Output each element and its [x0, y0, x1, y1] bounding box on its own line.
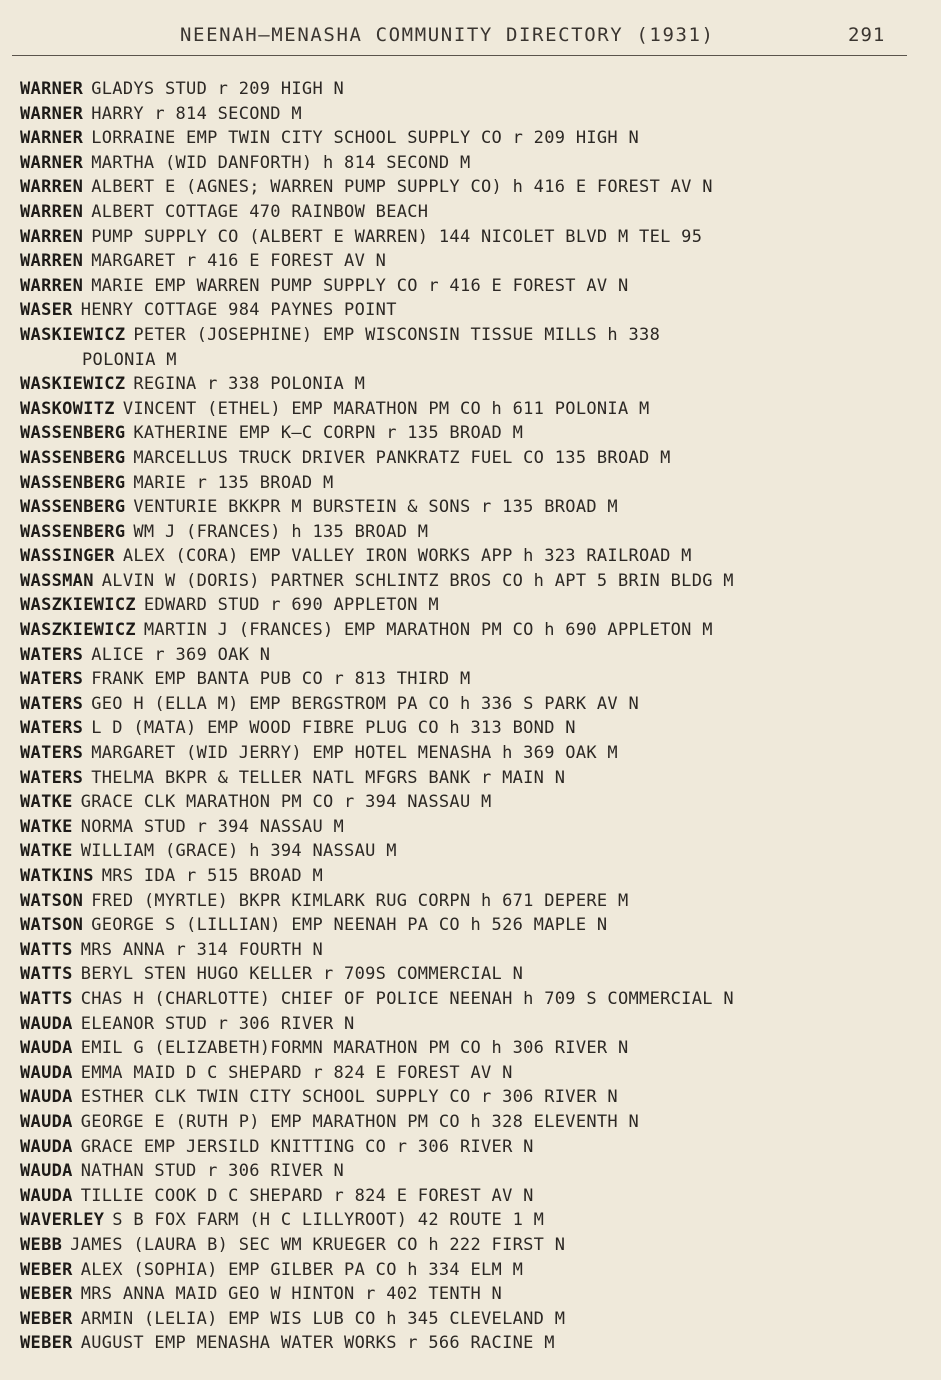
directory-entry [20, 151, 935, 176]
directory-entry [20, 102, 935, 127]
directory-entry [20, 839, 935, 864]
entry-detail: HARRY r 814 SECOND M [91, 103, 302, 124]
entry-detail: VENTURIE BKKPR M BURSTEIN & SONS r 135 BROAD M [133, 497, 618, 518]
entry-detail: PETER (JOSEPHINE) EMP WISCONSIN TISSUE MILLS h 338 [133, 324, 661, 345]
entry-surname: WATSON [20, 890, 84, 911]
directory-entry [20, 889, 935, 914]
entry-surname: WASSINGER [20, 546, 115, 567]
directory-entry [20, 913, 935, 938]
entry-detail: MARIE r 135 BROAD M [133, 472, 334, 493]
directory-entry [20, 77, 935, 102]
entry-surname: WATERS [20, 767, 84, 788]
entry-surname: WARREN [20, 201, 84, 222]
entry-surname: WEBB [20, 1234, 63, 1255]
directory-entry [20, 1307, 935, 1332]
entry-detail: NORMA STUD r 394 NASSAU M [80, 816, 345, 837]
header-rule [12, 55, 907, 56]
entry-detail: THELMA BKPR & TELLER NATL MFGRS BANK r MAIN N [91, 767, 566, 788]
entry-surname: WAUDA [20, 1013, 73, 1034]
directory-entry [20, 1159, 935, 1184]
entry-surname: WAUDA [20, 1111, 73, 1132]
directory-entry [20, 716, 935, 741]
entry-detail: JAMES (LAURA B) SEC WM KRUEGER CO h 222 FIRST N [70, 1234, 566, 1255]
entry-surname: WAUDA [20, 1038, 73, 1059]
entry-detail: ALEX (SOPHIA) EMP GILBER PA CO h 334 ELM M [80, 1259, 524, 1280]
directory-entry [20, 348, 935, 373]
directory-entry [20, 1012, 935, 1037]
entry-detail: NATHAN STUD r 306 RIVER N [80, 1161, 345, 1182]
entry-detail: GEORGE E (RUTH P) EMP MARATHON PM CO h 328 ELEVENTH N [80, 1111, 640, 1132]
entry-surname: WATSON [20, 915, 84, 936]
entry-surname: WASSMAN [20, 570, 94, 591]
directory-entry [20, 249, 935, 274]
entry-surname: WASER [20, 300, 73, 321]
entry-detail: S B FOX FARM (H C LILLYROOT) 42 ROUTE 1 M [112, 1210, 545, 1231]
entry-surname: WATTS [20, 988, 73, 1009]
directory-entry [20, 397, 935, 422]
entry-detail: LORRAINE EMP TWIN CITY SCHOOL SUPPLY CO r 209 HIGH N [91, 128, 640, 149]
entry-detail: MARTIN J (FRANCES) EMP MARATHON PM CO h 690 APPLETON M [143, 620, 713, 641]
entry-detail: MRS IDA r 515 BROAD M [101, 866, 323, 886]
directory-entry [20, 520, 935, 545]
directory-entry [20, 495, 935, 520]
directory-entry [20, 471, 935, 496]
entry-detail: TILLIE COOK D C SHEPARD r 824 E FOREST AV N [80, 1185, 534, 1206]
entry-detail: L D (MATA) EMP WOOD FIBRE PLUG CO h 313 BOND N [91, 718, 576, 739]
entry-surname: WARNER [20, 128, 84, 149]
entry-surname: WATKINS [20, 866, 94, 886]
entry-surname: WATERS [20, 743, 84, 764]
entry-detail: ALEX (CORA) EMP VALLEY IRON WORKS APP h 323 RAILROAD M [122, 546, 692, 567]
directory-entry [20, 1282, 935, 1307]
entry-detail: ALVIN W (DORIS) PARTNER SCHLINTZ BROS CO h APT 5 BRIN BLDG M [101, 570, 734, 591]
entry-surname: WATTS [20, 964, 73, 985]
page-title: NEENAH—MENASHA COMMUNITY DIRECTORY (1931) [180, 24, 715, 46]
entry-surname: WATERS [20, 693, 84, 714]
entry-surname: WEBER [20, 1284, 73, 1305]
entry-detail: WM J (FRANCES) h 135 BROAD M [133, 521, 429, 542]
entry-surname: WAVERLEY [20, 1210, 105, 1231]
entry-surname: WASKIEWICZ [20, 324, 126, 345]
directory-entry [20, 815, 935, 840]
entry-detail: ALBERT COTTAGE 470 RAINBOW BEACH [91, 201, 429, 222]
directory-entry [20, 1233, 935, 1258]
directory-entry [20, 1331, 935, 1356]
entry-surname: WARREN [20, 226, 84, 247]
directory-entry [20, 1110, 935, 1135]
directory-entry [20, 938, 935, 963]
directory-entry [20, 126, 935, 151]
entry-detail: PUMP SUPPLY CO (ALBERT E WARREN) 144 NICOLET BLVD M TEL 95 [91, 226, 703, 247]
directory-entry [20, 766, 935, 791]
entry-detail: WILLIAM (GRACE) h 394 NASSAU M [80, 841, 397, 862]
entry-surname: WARNER [20, 103, 84, 124]
entry-detail: ESTHER CLK TWIN CITY SCHOOL SUPPLY CO r 306 RIVER N [80, 1087, 618, 1108]
entry-surname: WATKE [20, 816, 73, 837]
directory-entry [20, 618, 935, 643]
entry-surname: WEBER [20, 1333, 73, 1354]
directory-entry [20, 544, 935, 569]
entry-surname: WASSENBERG [20, 447, 126, 468]
directory-entry [20, 593, 935, 618]
entry-surname: WASZKIEWICZ [20, 620, 136, 641]
entry-detail: MRS ANNA r 314 FOURTH N [80, 939, 323, 960]
directory-listing [20, 77, 935, 1356]
entry-detail: ELEANOR STUD r 306 RIVER N [80, 1013, 355, 1034]
entry-surname: WARNER [20, 152, 84, 173]
entry-detail: ALICE r 369 OAK N [91, 644, 271, 665]
directory-entry [20, 1208, 935, 1233]
entry-surname: WASKIEWICZ [20, 374, 126, 395]
directory-entry [20, 1258, 935, 1283]
directory-entry [20, 692, 935, 717]
directory-entry [20, 274, 935, 299]
entry-surname: WAUDA [20, 1161, 73, 1182]
entry-detail: MARCELLUS TRUCK DRIVER PANKRATZ FUEL CO 135 BROAD M [133, 447, 671, 468]
directory-entry [20, 372, 935, 397]
entry-surname: WAUDA [20, 1087, 73, 1108]
entry-detail: GEO H (ELLA M) EMP BERGSTROM PA CO h 336 S PARK AV N [91, 693, 640, 714]
entry-surname: WASSENBERG [20, 423, 126, 444]
directory-entry [20, 298, 935, 323]
entry-detail: EDWARD STUD r 690 APPLETON M [143, 595, 439, 616]
entry-detail: MARTHA (WID DANFORTH) h 814 SECOND M [91, 152, 471, 173]
entry-surname: WASSENBERG [20, 472, 126, 493]
entry-surname: WATERS [20, 669, 84, 690]
entry-detail: GEORGE S (LILLIAN) EMP NEENAH PA CO h 526 MAPLE N [91, 915, 608, 936]
entry-surname: WEBER [20, 1259, 73, 1280]
entry-surname: WARNER [20, 79, 84, 99]
entry-surname: WARREN [20, 251, 84, 272]
directory-entry [20, 667, 935, 692]
entry-detail: VINCENT (ETHEL) EMP MARATHON PM CO h 611 POLONIA M [122, 398, 650, 419]
directory-entry [20, 421, 935, 446]
directory-entry [20, 200, 935, 225]
entry-detail: MARGARET r 416 E FOREST AV N [91, 251, 387, 272]
directory-entry [20, 569, 935, 594]
entry-surname: WAUDA [20, 1136, 73, 1157]
entry-detail: ALBERT E (AGNES; WARREN PUMP SUPPLY CO) h 416 E FOREST AV N [91, 177, 713, 198]
directory-entry [20, 1135, 935, 1160]
entry-surname: WAUDA [20, 1185, 73, 1206]
entry-surname: WATERS [20, 718, 84, 739]
entry-detail: BERYL STEN HUGO KELLER r 709S COMMERCIAL N [80, 964, 524, 985]
entry-surname: WASZKIEWICZ [20, 595, 136, 616]
directory-entry [20, 790, 935, 815]
directory-entry [20, 1085, 935, 1110]
directory-entry [20, 1061, 935, 1086]
entry-surname: WEBER [20, 1308, 73, 1329]
directory-entry [20, 643, 935, 668]
entry-detail: FRANK EMP BANTA PUB CO r 813 THIRD M [91, 669, 471, 690]
entry-detail: FRED (MYRTLE) BKPR KIMLARK RUG CORPN h 671 DEPERE M [91, 890, 629, 911]
directory-entry [20, 962, 935, 987]
entry-detail: ARMIN (LELIA) EMP WIS LUB CO h 345 CLEVELAND M [80, 1308, 566, 1329]
entry-detail: KATHERINE EMP K—C CORPN r 135 BROAD M [133, 423, 524, 444]
entry-detail: MRS ANNA MAID GEO W HINTON r 402 TENTH N [80, 1284, 503, 1305]
entry-detail: EMIL G (ELIZABETH)FORMN MARATHON PM CO h 306 RIVER N [80, 1038, 629, 1059]
directory-entry [20, 323, 935, 348]
directory-entry [20, 987, 935, 1012]
directory-entry [20, 446, 935, 471]
directory-entry [20, 1184, 935, 1209]
entry-detail: POLONIA M [82, 349, 177, 370]
entry-surname: WAUDA [20, 1062, 73, 1083]
page-header [0, 14, 941, 54]
entry-detail: REGINA r 338 POLONIA M [133, 374, 366, 395]
entry-detail: MARGARET (WID JERRY) EMP HOTEL MENASHA h 369 OAK M [91, 743, 618, 764]
entry-surname: WARREN [20, 275, 84, 296]
entry-detail: HENRY COTTAGE 984 PAYNES POINT [80, 300, 397, 321]
directory-entry [20, 741, 935, 766]
entry-surname: WASSENBERG [20, 521, 126, 542]
entry-surname: WATERS [20, 644, 84, 665]
entry-surname: WATTS [20, 939, 73, 960]
entry-detail: EMMA MAID D C SHEPARD r 824 E FOREST AV N [80, 1062, 513, 1083]
entry-detail: AUGUST EMP MENASHA WATER WORKS r 566 RACINE M [80, 1333, 555, 1354]
entry-detail: CHAS H (CHARLOTTE) CHIEF OF POLICE NEENAH h 709 S COMMERCIAL N [80, 988, 734, 1009]
entry-detail: GRACE CLK MARATHON PM CO r 394 NASSAU M [80, 792, 492, 813]
entry-detail: MARIE EMP WARREN PUMP SUPPLY CO r 416 E FOREST AV N [91, 275, 629, 296]
entry-surname: WASKOWITZ [20, 398, 115, 419]
entry-surname: WATKE [20, 792, 73, 813]
entry-surname: WASSENBERG [20, 497, 126, 518]
directory-entry [20, 225, 935, 250]
directory-entry [20, 1036, 935, 1061]
entry-surname: WATKE [20, 841, 73, 862]
entry-detail: GRACE EMP JERSILD KNITTING CO r 306 RIVER N [80, 1136, 534, 1157]
directory-entry [20, 864, 935, 889]
entry-surname: WARREN [20, 177, 84, 198]
directory-entry [20, 175, 935, 200]
entry-detail: GLADYS STUD r 209 HIGH N [91, 79, 345, 99]
page-number: 291 [848, 24, 886, 46]
